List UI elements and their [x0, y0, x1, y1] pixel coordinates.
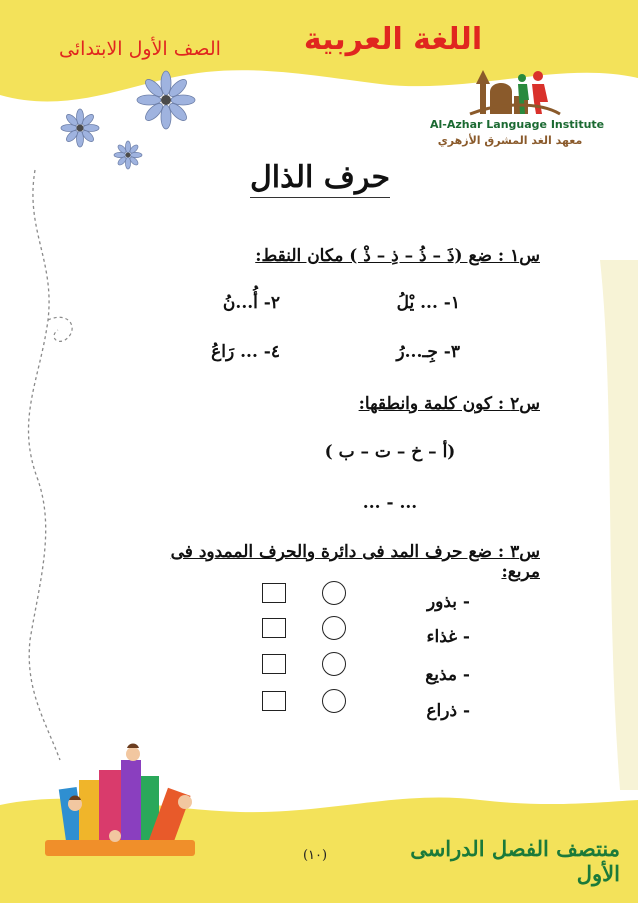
question-2-text: س٢ : كون كلمة وانطقها: [358, 394, 540, 414]
books-kids-illustration [45, 740, 205, 860]
vine-curl [48, 317, 72, 341]
answer-circle[interactable] [322, 581, 346, 605]
answer-box[interactable] [262, 618, 286, 638]
lesson-title: حرف الذال [250, 160, 390, 198]
flower-icon [136, 70, 196, 130]
question-3-text: س٣ : ضع حرف المد فى دائرة والحرف الممدود فى مربع: [170, 542, 540, 582]
q3-word-4: - ذراع [426, 701, 470, 721]
q2-letters: (أ – خ – ت – ب ) [324, 442, 456, 462]
answer-circle[interactable] [322, 616, 346, 640]
answer-circle[interactable] [322, 689, 346, 713]
flower-icon [113, 140, 143, 170]
answer-box[interactable] [262, 583, 286, 603]
q2-answer-blanks: ... - ... [362, 493, 418, 513]
q1-item-3: ٣- جِـ...رُ [396, 342, 460, 362]
answer-box[interactable] [262, 691, 286, 711]
logo-name-ar: معهد الغد المشرق الأزهري [437, 134, 583, 147]
vine-line [29, 170, 60, 760]
q1-item-2: ٢- أُ...نُ [222, 293, 280, 313]
question-3-label [130, 542, 540, 582]
institute-logo [430, 62, 605, 154]
grade-label: الصف الأول الابتدائى [59, 38, 221, 60]
answer-circle[interactable] [322, 652, 346, 676]
footer-title: منتصف الفصل الدراسى الأول [410, 836, 620, 886]
q3-word-2: - غذاء [426, 627, 470, 647]
answer-box[interactable] [262, 654, 286, 674]
q3-word-1: - بذور [426, 592, 470, 612]
q1-item-1: ١- ... يْلُ [396, 293, 460, 313]
q1-item-4: ٤- ... رَاعُ [211, 342, 280, 362]
question-1-label [150, 246, 540, 266]
question-1-text: س١ : ضع (ذَ – ذُ – ذِ – ذْ ) مكان النقط: [255, 246, 540, 266]
logo-emblem-icon [430, 62, 590, 120]
page-number: (١٠) [302, 848, 328, 863]
question-2-label [300, 394, 540, 414]
subject-title: اللغة العربية [303, 22, 483, 57]
flower-icon [60, 108, 100, 148]
right-border-shade [600, 260, 638, 790]
q3-word-3: - مذيع [425, 665, 470, 685]
logo-name-en: Al-Azhar Language Institute [430, 118, 605, 131]
